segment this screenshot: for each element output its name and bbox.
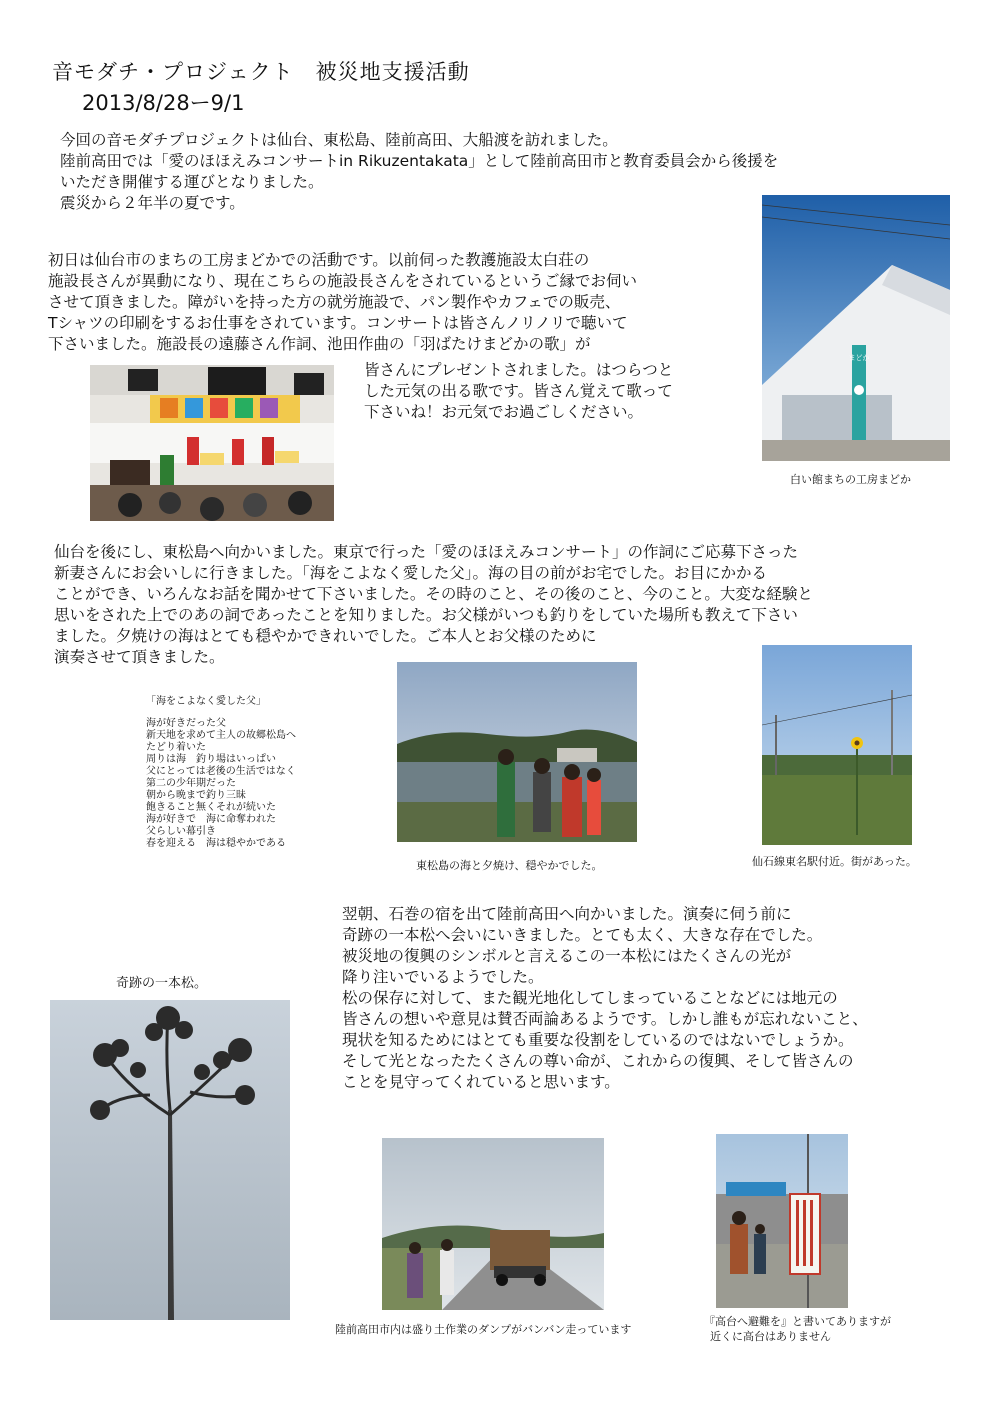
sendai-side-line: した元気の出る歌です。皆さん覚えて歌って	[364, 382, 673, 400]
rikuzen-line: 被災地の復興のシンボルと言えるこの一本松にはたくさんの光が	[342, 947, 792, 965]
poem-title: 「海をこよなく愛した父」	[146, 696, 266, 707]
poem-line: 海が好きだった父	[146, 718, 226, 729]
intro-line: 陸前高田では「愛のほほえみコンサートin Rikuzentakata」として陸前高田市と教育委員会から後援を	[60, 152, 779, 170]
sendai-paragraph	[48, 250, 637, 355]
sign-caption-1: 『高台へ避難を』と書いてありますが	[704, 1315, 891, 1328]
page-date: 2013/8/28ー9/1	[82, 91, 245, 115]
poem-line: 春を迎える 海は穏やかである	[146, 838, 286, 849]
poem-line: 父にとっては老後の生活ではなく	[146, 766, 296, 777]
concert-photo	[90, 365, 334, 521]
intro-line: 今回の音モダチプロジェクトは仙台、東松島、陸前高田、大船渡を訪れました。	[60, 131, 618, 149]
poem-line: 飽きること無くそれが続いた	[146, 802, 276, 813]
intro-line: 震災から２年半の夏です。	[60, 194, 245, 212]
rikuzen-line: 奇跡の一本松へ会いにいきました。とても太く、大きな存在でした。	[342, 926, 823, 944]
sendai-line: 施設長さんが異動になり、現在こちらの施設長さんをされているというご縁でお伺い	[48, 272, 638, 290]
higashi-line: 仙台を後にし、東松島へ向かいました。東京で行った「愛のほほえみコンサート」の作詞にご応募下さった	[54, 543, 799, 561]
rikuzentakata-paragraph	[342, 904, 868, 1093]
poem-line: たどり着いた	[146, 742, 206, 753]
poem-line: 周りは海 釣り場はいっぱい	[146, 754, 276, 765]
higashi-line: ました。夕焼けの海はとても穏やかできれいでした。ご本人とお父様のために	[54, 627, 597, 645]
sign-caption-2: 近くに高台はありません	[710, 1330, 831, 1343]
higashi-line: 思いをされた上でのあの詞であったことを知りました。お父様がいつも釣りをしていた場所も教えて下さい	[54, 606, 798, 624]
sendai-line: 下さいました。施設長の遠藤さん作詞、池田作曲の「羽ばたけまどかの歌」が	[48, 335, 591, 353]
poem-line: 新天地を求めて主人の故郷松島へ	[146, 730, 296, 741]
higashi-line: ことができ、いろんなお話を聞かせて下さいました。その時のこと、その後のこと、今のこと。大変な経験と	[54, 585, 813, 603]
sign-photo	[716, 1134, 848, 1308]
rikuzen-line: 松の保存に対して、また観光地化してしまっていることなどには地元の	[342, 989, 838, 1007]
rikuzen-line: 翌朝、石巻の宿を出て陸前高田へ向かいました。演奏に伺う前に	[342, 905, 792, 923]
higashi-line: 演奏させて頂きました。	[54, 648, 225, 666]
higashi-line: 新妻さんにお会いしに行きました。「海をこよなく愛した父」。海の目の前がお宅でした。お目にかかる	[54, 564, 768, 582]
building-photo	[762, 195, 950, 461]
banner-text: まどか	[848, 354, 870, 362]
pine-photo	[50, 1000, 290, 1320]
rikuzen-line: 降り注いでいるようでした。	[342, 968, 544, 986]
sea-caption: 東松島の海と夕焼け、穏やかでした。	[416, 859, 603, 872]
rikuzen-line: ことを見守ってくれていると思います。	[342, 1073, 620, 1091]
sendai-line: させて頂きました。障がいを持った方の就労施設で、パン製作やカフェでの販売、	[48, 293, 621, 311]
sendai-line: Tシャツの印刷をするお仕事をされています。コンサートは皆さんノリノリで聴いて	[48, 314, 628, 332]
poem-block	[146, 696, 296, 850]
station-caption: 仙石線東名駅付近。街があった。	[752, 855, 917, 868]
pine-caption: 奇跡の一本松。	[116, 976, 208, 991]
rikuzen-line: 皆さんの想いや意見は賛否両論あるようです。しかし誰もが忘れないこと、	[342, 1010, 868, 1028]
rikuzen-line: そして光となったたくさんの尊い命が、これからの復興、そして皆さんの	[342, 1052, 854, 1070]
poem-line: 父らしい幕引き	[146, 826, 216, 837]
sendai-side-paragraph	[364, 360, 673, 423]
intro-paragraph	[60, 130, 778, 214]
poem-line: 朝から晩まで釣り三昧	[146, 790, 246, 801]
station-photo	[762, 645, 912, 845]
rikuzen-line: 現状を知るためにはとても重要な役割をしているのではないでしょうか。	[342, 1031, 854, 1049]
truck-photo	[382, 1138, 604, 1310]
truck-caption: 陸前高田市内は盛り土作業のダンプがバンバン走っています	[335, 1323, 632, 1336]
sendai-side-line: 下さいね！お元気でお過ごしください。	[364, 403, 644, 421]
building-caption: 白い館まちの工房まどか	[790, 473, 911, 486]
sendai-side-line: 皆さんにプレゼントされました。はつらつと	[364, 361, 674, 379]
page-title: 音モダチ・プロジェクト 被災地支援活動	[52, 60, 470, 84]
intro-line: いただき開催する運びとなりました。	[60, 173, 324, 191]
higashimatsushima-paragraph	[54, 542, 813, 668]
poem-line: 海が好きで 海に命奪われた	[146, 814, 276, 825]
sendai-line: 初日は仙台市のまちの工房まどかでの活動です。以前伺った教護施設太白荘の	[48, 251, 590, 269]
sea-photo	[397, 662, 637, 842]
poem-line: 第二の少年期だった	[146, 778, 236, 789]
